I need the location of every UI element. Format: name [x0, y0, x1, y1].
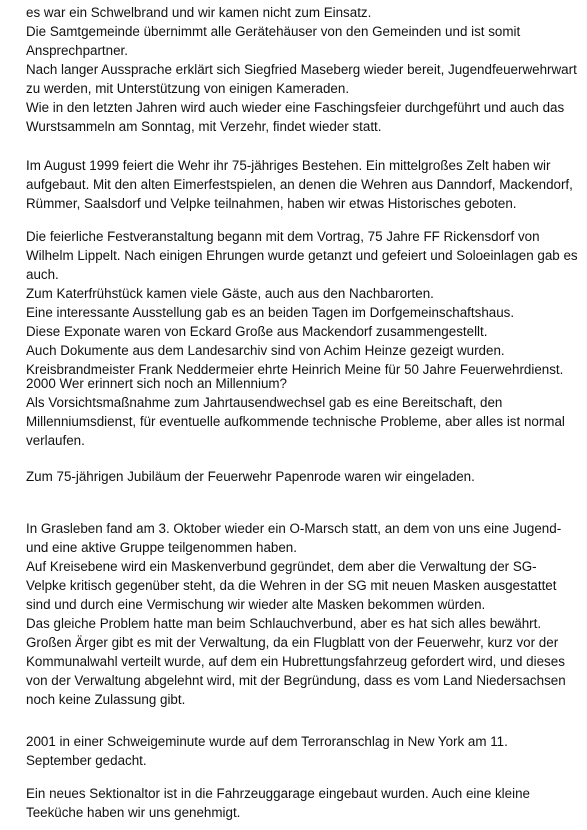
text-line: Ansprechpartner.	[26, 43, 128, 58]
text-line: Kommunalwahl verteilt wurde, auf dem ein Hubrettungsfahrzeug gefordert wird, und dieses	[26, 654, 565, 669]
paragraph	[26, 467, 578, 486]
text-line: Rümmer, Saalsdorf und Velpke teilnahmen, haben wir etwas Historisches geboten.	[26, 196, 517, 211]
text-line: Auf Kreisebene wird ein Maskenverbund gegründet, dem aber die Verwaltung der SG-	[26, 559, 537, 574]
text-line: Millenniumsdienst, für eventuelle aufkommende technische Probleme, aber alles ist normal	[26, 414, 565, 429]
text-line: September gedacht.	[26, 753, 147, 768]
text-line: Wilhelm Lippelt. Nach einigen Ehrungen wurde getanzt und gefeiert und Soloeinlagen gab es	[26, 248, 578, 263]
text-line: verlaufen.	[26, 433, 85, 448]
text-line: Nach langer Aussprache erklärt sich Siegfried Maseberg wieder bereit, Jugendfeuerwehrwart	[26, 62, 577, 77]
text-line: Als Vorsichtsmaßnahme zum Jahrtausendwechsel gab es eine Bereitschaft, den	[26, 395, 503, 410]
text-line: Velpke kritisch gegenüber steht, da die Wehren in der SG mit neuen Masken ausgestattet	[26, 578, 557, 593]
text-line: und eine aktive Gruppe teilgenommen haben.	[26, 540, 297, 555]
text-line: von der Verwaltung abgelehnt wird, mit der Begründung, dass es vom Land Niedersachsen	[26, 673, 566, 688]
paragraph	[26, 519, 578, 709]
text-line: Im August 1999 feiert die Wehr ihr 75-jähriges Bestehen. Ein mittelgroßes Zelt haben wir	[26, 158, 551, 173]
text-line: noch keine Zulassung gibt.	[26, 692, 186, 707]
text-line: Kreisbrandmeister Frank Neddermeier ehrte Heinrich Meine für 50 Jahre Feuerwehrdienst.	[26, 362, 564, 377]
text-line: Teeküche haben wir uns genehmigt.	[26, 805, 241, 820]
text-line: Auch Dokumente aus dem Landesarchiv sind von Achim Heinze gezeigt wurden.	[26, 343, 505, 358]
text-line: Großen Ärger gibt es mit der Verwaltung, da ein Flugblatt von der Feuerwehr, kurz vor der	[26, 635, 559, 650]
text-line: Wurstsammeln am Sonntag, mit Verzehr, findet wieder statt.	[26, 119, 382, 134]
text-line: 2001 in einer Schweigeminute wurde auf dem Terroranschlag in New York am 11.	[26, 734, 508, 749]
text-line: 2000 Wer erinnert sich noch an Millennium?	[26, 376, 288, 391]
text-line: Ein neues Sektionaltor ist in die Fahrzeuggarage eingebaut wurden. Auch eine kleine	[26, 786, 530, 801]
text-line: zu werden, mit Unterstützung von einigen Kameraden.	[26, 81, 350, 96]
text-line: auch.	[26, 267, 59, 282]
text-line: Die Samtgemeinde übernimmt alle Gerätehäuser von den Gemeinden und ist somit	[26, 24, 521, 39]
text-line: Eine interessante Ausstellung gab es an beiden Tagen im Dorfgemeinschaftshaus.	[26, 305, 515, 320]
text-line: aufgebaut. Mit den alten Eimerfestspielen, an denen die Wehren aus Danndorf, Mackendorf,	[26, 177, 573, 192]
paragraph	[26, 374, 578, 450]
text-line: In Grasleben fand am 3. Oktober wieder ein O-Marsch statt, an dem von uns eine Jugend-	[26, 521, 562, 536]
text-line: sind und durch eine Vermischung wir wieder alte Masken bekommen würden.	[26, 597, 486, 612]
paragraph	[26, 732, 578, 770]
paragraph	[26, 784, 578, 822]
paragraph	[26, 3, 578, 136]
text-line: Die feierliche Festveranstaltung begann mit dem Vortrag, 75 Jahre FF Rickensdorf von	[26, 229, 540, 244]
paragraph	[26, 227, 578, 379]
text-line: Diese Exponate waren von Eckard Große aus Mackendorf zusammengestellt.	[26, 324, 488, 339]
text-line: Zum 75-jährigen Jubiläum der Feuerwehr Papenrode waren wir eingeladen.	[26, 469, 475, 484]
text-line: Wie in den letzten Jahren wird auch wieder eine Faschingsfeier durchgeführt und auch das	[26, 100, 565, 115]
paragraph	[26, 156, 578, 213]
text-line: es war ein Schwelbrand und wir kamen nicht zum Einsatz.	[26, 5, 372, 20]
text-line: Zum Katerfrühstück kamen viele Gäste, auch aus den Nachbarorten.	[26, 286, 434, 301]
text-line: Das gleiche Problem hatte man beim Schlauchverbund, aber es hat sich alles bewährt.	[26, 616, 542, 631]
